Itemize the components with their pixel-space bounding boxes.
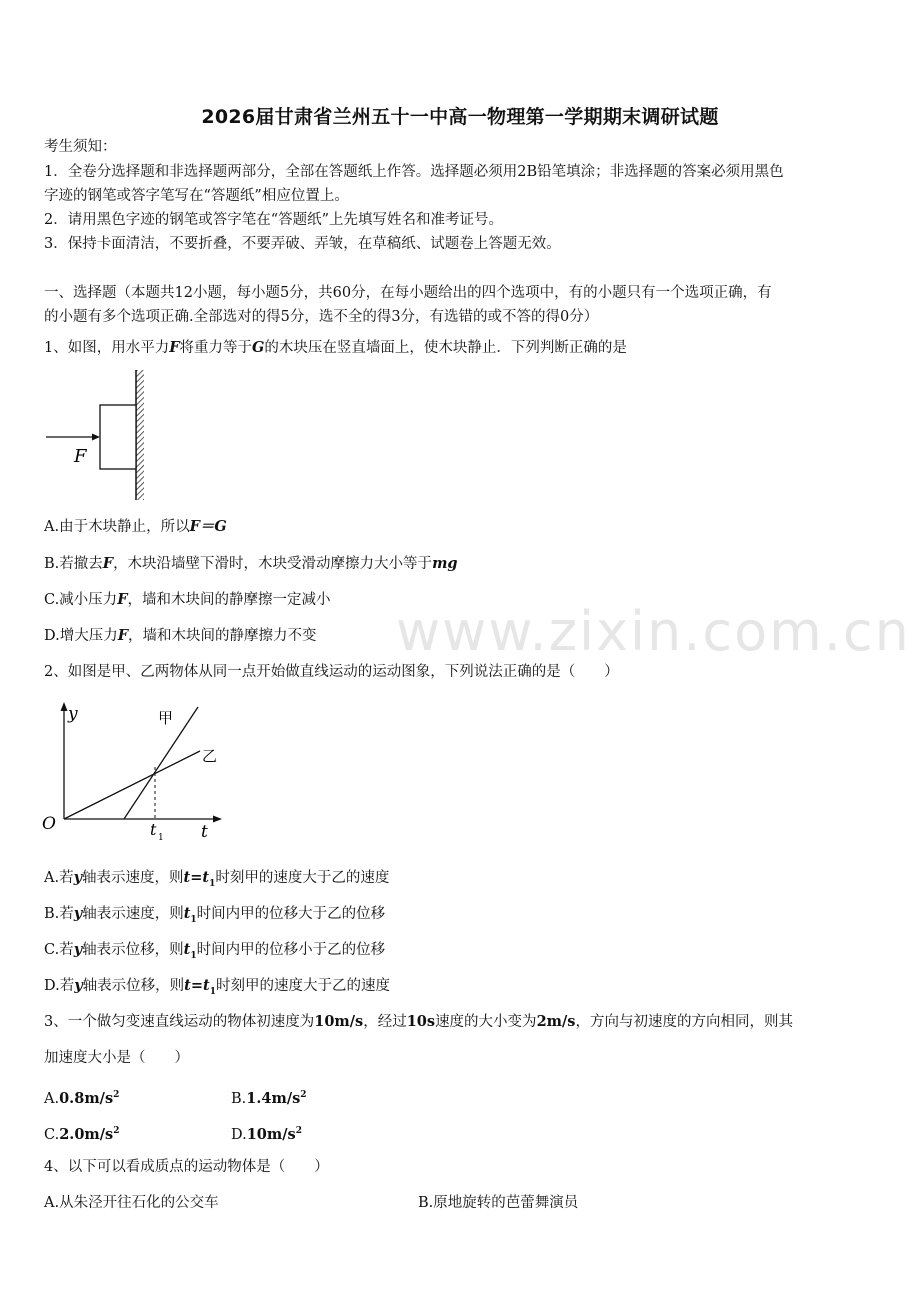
y-label: y bbox=[68, 704, 78, 724]
q3-stem-cont: 加速度大小是（ ） bbox=[44, 1050, 189, 1066]
t1-sub: 1 bbox=[158, 833, 164, 843]
notice-item-3: 3．保持卡面清洁，不要折叠，不要弄破、弄皱，在草稿纸、试题卷上答题无效。 bbox=[44, 236, 561, 252]
section-intro-2: 的小题有多个选项正确.全部选对的得5分，选不全的得3分，有选错的或不答的得0分） bbox=[44, 309, 599, 325]
q1-option-b: B.若撤去F，木块沿墙壁下滑时，木块受滑动摩擦力大小等于mg bbox=[44, 555, 458, 572]
force-label: F bbox=[74, 446, 87, 467]
q1-option-d: D.增大压力F，墙和木块间的静摩擦力不变 bbox=[44, 627, 317, 644]
q2-option-a: A.若y轴表示速度，则$t=t_1$时刻甲的速度大于乙的速度 bbox=[44, 869, 390, 889]
watermark: www.zixin.com.cn bbox=[396, 600, 911, 663]
q2-stem: 2、如图是甲、乙两物体从同一点开始做直线运动的运动图象，下列说法正确的是（ ） bbox=[44, 664, 619, 680]
q4-option-a: A.从朱泾开往石化的公交车 bbox=[44, 1195, 219, 1211]
q2-graph bbox=[38, 697, 228, 847]
wall bbox=[136, 370, 144, 500]
yi-label: 乙 bbox=[202, 747, 218, 765]
section-intro-1: 一、选择题（本题共12小题，每小题5分，共60分，在每小题给出的四个选项中，有的小题只有一个选项正确，有 bbox=[44, 285, 772, 301]
q2-option-b: B.若y轴表示速度，则$t_1$时间内甲的位移大于乙的位移 bbox=[44, 905, 386, 925]
q4-stem: 4、以下可以看成质点的运动物体是（ ） bbox=[44, 1159, 329, 1175]
t-label: t bbox=[201, 822, 208, 842]
q3-option-c: $C.2.0m/s^2$ bbox=[44, 1125, 120, 1143]
q1-option-c: C.减小压力F，墙和木块间的静摩擦一定减小 bbox=[44, 591, 331, 608]
q2-option-c: C.若y轴表示位移，则$t_1$时间内甲的位移小于乙的位移 bbox=[44, 941, 386, 961]
origin-label: O bbox=[42, 814, 56, 834]
q3-option-d: $D.10m/s^2$ bbox=[231, 1125, 302, 1143]
notice-item-1-cont: 字迹的钢笔或答字笔写在“答题纸”相应位置上。 bbox=[44, 188, 349, 204]
q1-figure bbox=[40, 365, 160, 505]
page-title: 2026届甘肃省兰州五十一中高一物理第一学期期末调研试题 bbox=[201, 106, 719, 128]
q4-option-b: B.原地旋转的芭蕾舞演员 bbox=[418, 1195, 579, 1211]
q3-stem: 3、一个做匀变速直线运动的物体初速度为10m/s，经过10s速度的大小变为2m/s，方向与初速度的方向相同，则其 bbox=[44, 1013, 793, 1030]
notice-item-1: 1．全卷分选择题和非选择题两部分，全部在答题纸上作答。选择题必须用2B铅笔填涂；非选择题的答案必须用黑色 bbox=[44, 164, 784, 180]
q3-option-b: $B.1.4m/s^2$ bbox=[231, 1089, 307, 1107]
block bbox=[100, 405, 136, 469]
notice-item-2: 2．请用黑色字迹的钢笔或答字笔在“答题纸”上先填写姓名和准考证号。 bbox=[44, 212, 504, 228]
notice-heading: 考生须知： bbox=[44, 139, 117, 155]
line-yi bbox=[64, 751, 200, 819]
q1-option-a: A.由于木块静止，所以F＝G bbox=[44, 518, 227, 535]
t1-label: t bbox=[150, 820, 157, 839]
jia-label: 甲 bbox=[158, 709, 174, 727]
q1-stem: 1、如图，用水平力F将重力等于G的木块压在竖直墙面上，使木块静止．下列判断正确的是 bbox=[44, 339, 627, 356]
q2-option-d: D.若y轴表示位移，则$t=t_1$时刻甲的速度大于乙的速度 bbox=[44, 977, 390, 997]
q3-option-a: $A.0.8m/s^2$ bbox=[44, 1089, 120, 1107]
